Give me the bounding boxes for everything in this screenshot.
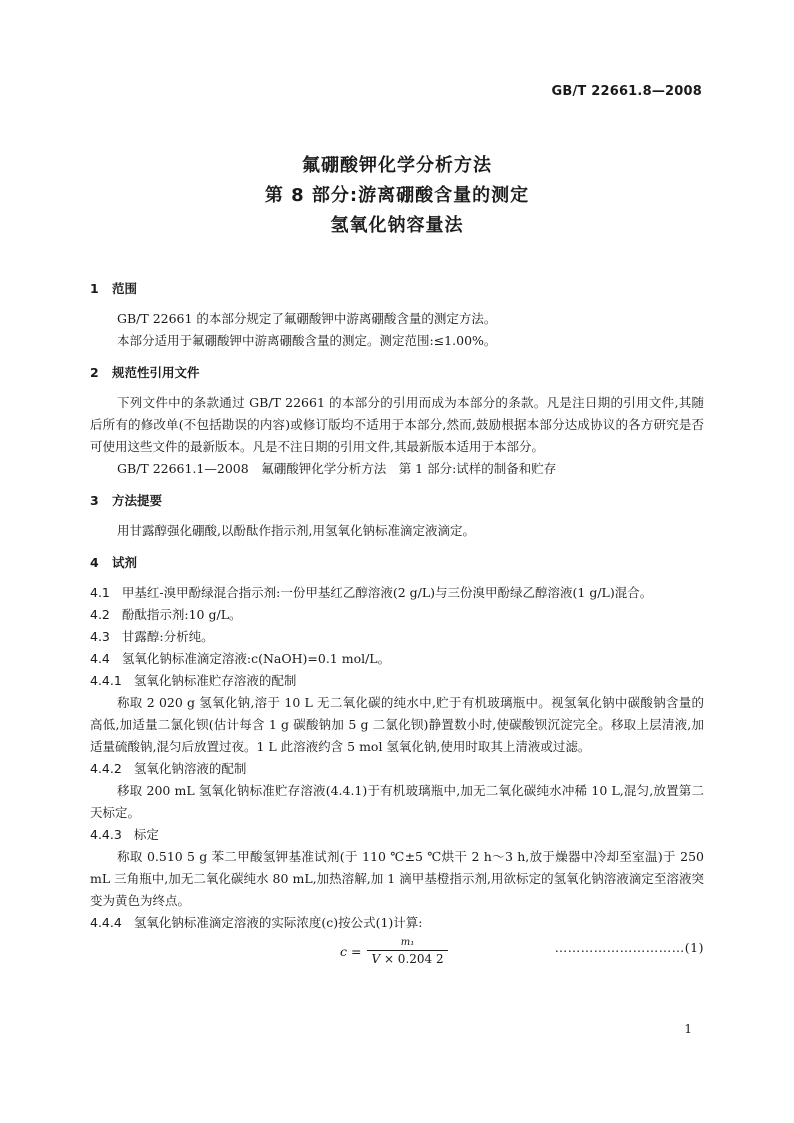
section-heading-method-summary [90,490,704,512]
section-heading-normative-references [90,362,704,384]
section-heading-reagents [90,552,704,574]
clause-text: 甘露醇:分析纯。 [121,629,214,644]
clause-4-4 [90,648,704,670]
clause-number: 4.1 [90,585,110,600]
clause-number: 4.2 [90,607,110,622]
clause-number: 4.4.2 [90,761,122,776]
formula-fraction [367,936,447,967]
formula-expression [340,936,448,967]
clause-4-2 [90,604,704,626]
paragraph: GB/T 22661 的本部分规定了氟硼酸钾中游离硼酸含量的测定方法。 [117,311,497,326]
clause-text: 氢氧化钠标准滴定溶液的实际浓度(c)按公式(1)计算: [133,915,423,930]
paragraph: 用甘露醇强化硼酸,以酚酞作指示剂,用氢氧化钠标准滴定液滴定。 [117,523,475,538]
section-number: 1 [90,281,99,296]
section-heading-scope [90,278,704,300]
clause-text: 酚酞指示剂:10 g/L。 [121,607,242,622]
title-line-3: 氢氧化钠容量法 [330,215,464,236]
document-title [0,151,794,241]
paragraph: 下列文件中的条款通过 GB/T 22661 的本部分的引用而成为本部分的条款。凡是注日期的引用文件,其随后所有的修改单(不包括勘误的内容)或修订版均不适用于本部分,然而,鼓励根据本部分达成协议的各方研究是否可使用这些文件的最新版本。凡是不注日期的引用文件,其最新版本适用于本部分。 [90,395,704,454]
clause-number: 4.4.4 [90,915,122,930]
equation-number: …………………………(1) [554,940,704,955]
clause-text: 氢氧化钠标准滴定溶液:c(NaOH)=0.1 mol/L。 [121,651,391,666]
clause-4-1 [90,582,704,604]
formula-1 [90,936,704,970]
formula-numerator: m₁ [400,937,415,948]
section-number: 2 [90,365,99,380]
clause-4-4-2-heading [90,758,704,780]
clause-title: 氢氧化钠标准贮存溶液的配制 [133,673,297,688]
section-number: 3 [90,493,99,508]
section-title: 范围 [112,281,138,296]
formula-denominator-rest: × 0.204 2 [380,952,444,966]
formula-lhs: c = [340,944,362,959]
clause-4-4-4 [90,912,704,934]
paragraph: 称取 2 020 g 氢氧化钠,溶于 10 L 无二氧化碳的纯水中,贮于有机玻璃瓶中。视氢氧化钠中碳酸钠含量的高低,加适量二氯化钡(估计每含 1 g 碳酸钠加 5 g 二氯化钡)静置数小时,使碳酸钡沉淀完全。移取上层清液,加适量硫酸钠,混匀后放置过夜。1 L 此溶液约含 5 mol 氢氧化钠,使用时取其上清液或过滤。 [90,695,704,754]
title-line-1: 氟硼酸钾化学分析方法 [302,155,492,176]
clause-number: 4.3 [90,629,110,644]
clause-number: 4.4 [90,651,110,666]
clause-number: 4.4.1 [90,673,122,688]
section-title: 试剂 [112,555,138,570]
clause-title: 标定 [133,827,159,842]
reference-entry: GB/T 22661.1—2008 氟硼酸钾化学分析方法 第 1 部分:试样的制备和贮存 [117,461,557,476]
paragraph: 称取 0.510 5 g 苯二甲酸氢钾基准试剂(于 110 ℃±5 ℃烘干 2 h～3 h,放于燥器中冷却至室温)于 250 mL 三角瓶中,加无二氧化碳纯水 80 mL,加热溶解,加 1 滴甲基橙指示剂,用欲标定的氢氧化钠溶液滴定至溶液突变为黄色为终点。 [90,849,704,908]
clause-text: 甲基红-溴甲酚绿混合指示剂:一份甲基红乙醇溶液(2 g/L)与三份溴甲酚绿乙醇溶液(1 g/L)混合。 [121,585,653,600]
section-title: 方法提要 [112,493,163,508]
document-body [90,278,704,970]
section-number: 4 [90,555,99,570]
paragraph: 本部分适用于氟硼酸钾中游离硼酸含量的测定。测定范围:≤1.00%。 [117,333,497,348]
clause-title: 氢氧化钠溶液的配制 [133,761,247,776]
formula-denominator [367,950,447,967]
title-line-2: 第 8 部分:游离硼酸含量的测定 [264,185,530,206]
clause-4-3 [90,626,704,648]
formula-volume-var: V [371,952,381,966]
page-number: 1 [684,1022,692,1036]
section-title: 规范性引用文件 [112,365,200,380]
clause-number: 4.4.3 [90,827,122,842]
clause-4-4-3-heading [90,824,704,846]
standard-code: GB/T 22661.8—2008 [551,84,702,99]
clause-4-4-1-heading [90,670,704,692]
paragraph: 移取 200 mL 氢氧化钠标准贮存溶液(4.4.1)于有机玻璃瓶中,加无二氧化碳纯水冲稀 10 L,混匀,放置第二天标定。 [90,783,704,820]
